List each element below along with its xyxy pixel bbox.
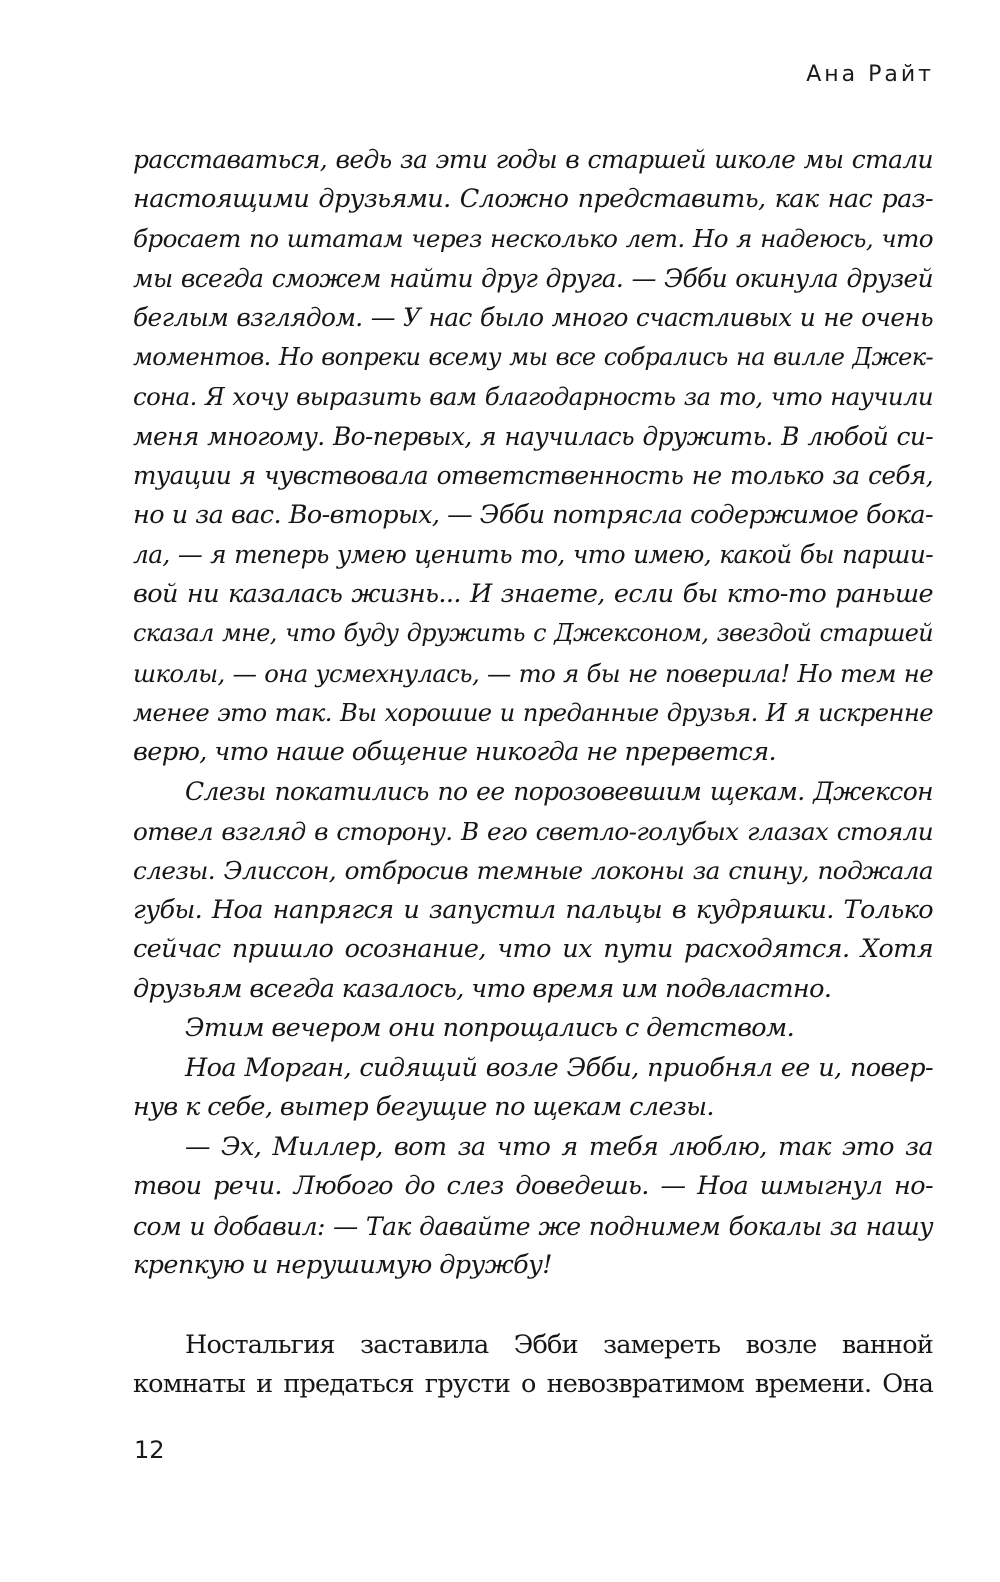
text-line: сказал мне, что буду дружить с Джексоном, звездой старшей	[133, 619, 933, 647]
text-line: мы всегда сможем найти друг друга. — Эбби окинула друзей	[133, 263, 933, 293]
running-head-author: Ана Райт	[806, 62, 934, 87]
text-line: Ностальгия заставила Эбби замереть возле ванной	[185, 1329, 933, 1360]
text-line: но и за вас. Во-вторых, — Эбби потрясла содержимое бока-	[133, 499, 933, 530]
text-line: вой ни казалась жизнь... И знаете, если бы кто-то раньше	[133, 578, 933, 609]
text-line: ла, — я теперь умею ценить то, что имею, какой бы парши-	[133, 540, 933, 569]
text-line: туации я чувствовала ответственность не только за себя,	[133, 461, 933, 490]
text-line: отвел взгляд в сторону. В его светло-голубых глазах стояли	[133, 816, 933, 846]
text-line: меня многому. Во-первых, я научилась дружить. В любой си-	[133, 421, 933, 451]
text-line: бросает по штатам через несколько лет. Но я надеюсь, что	[133, 224, 933, 253]
text-line: слезы. Элиссон, отбросив темные локоны за спину, поджала	[133, 856, 933, 885]
paragraph-farewell	[133, 1009, 933, 1049]
paragraph-tears	[133, 772, 933, 1009]
paragraph-nostalgia	[133, 1326, 933, 1405]
text-line: губы. Ноа напрягся и запустил пальцы в кудряшки. Только	[133, 894, 933, 925]
text-line: сейчас пришло осознание, что их пути расходятся. Хотя	[133, 934, 933, 964]
paragraph-hug	[133, 1049, 933, 1128]
paragraph-speech	[133, 140, 933, 772]
body-text	[133, 140, 933, 1405]
text-line: Этим вечером они попрощались с детством.	[185, 1013, 795, 1043]
text-line: менее это так. Вы хорошие и преданные друзья. И я искренне	[133, 698, 933, 727]
text-line: комнаты и предаться грусти о невозвратимом времени. Она	[133, 1369, 933, 1399]
text-line: Ноа Морган, сидящий возле Эбби, приобнял ее и, повер-	[185, 1052, 933, 1083]
text-line: крепкую и нерушимую дружбу!	[133, 1250, 552, 1280]
text-line: беглым взглядом. — У нас было много счастливых и не очень	[133, 303, 933, 332]
text-line: школы, — она усмехнулась, — то я бы не поверила! Но тем не	[133, 658, 933, 688]
italic-flashback-block	[133, 140, 933, 1286]
text-line: друзьям всегда казалось, что время им подвластно.	[133, 973, 832, 1004]
text-line: верю, что наше общение никогда не прервется.	[133, 736, 777, 767]
text-line: Слезы покатились по ее порозовевшим щекам. Джексон	[185, 777, 933, 806]
section-break	[133, 1286, 933, 1326]
text-line: твои речи. Любого до слез доведешь. — Ноа шмыгнул но-	[133, 1171, 933, 1201]
text-line: настоящими друзьями. Сложно представить, как нас раз-	[133, 183, 933, 214]
text-line: — Эх, Миллер, вот за что я тебя люблю, так это за	[185, 1131, 933, 1162]
text-line: сона. Я хочу выразить вам благодарность за то, что научили	[133, 382, 933, 411]
text-line: сом и добавил: — Так давайте же поднимем бокалы за нашу	[133, 1211, 933, 1241]
text-line: нув к себе, вытер бегущие по щекам слезы.	[133, 1092, 714, 1122]
page-number: 12	[134, 1436, 165, 1464]
text-line: расставаться, ведь за эти годы в старшей школе мы стали	[133, 145, 933, 174]
text-line: моментов. Но вопреки всему мы все собрались на вилле Джек-	[133, 342, 933, 371]
paragraph-toast	[133, 1128, 933, 1286]
